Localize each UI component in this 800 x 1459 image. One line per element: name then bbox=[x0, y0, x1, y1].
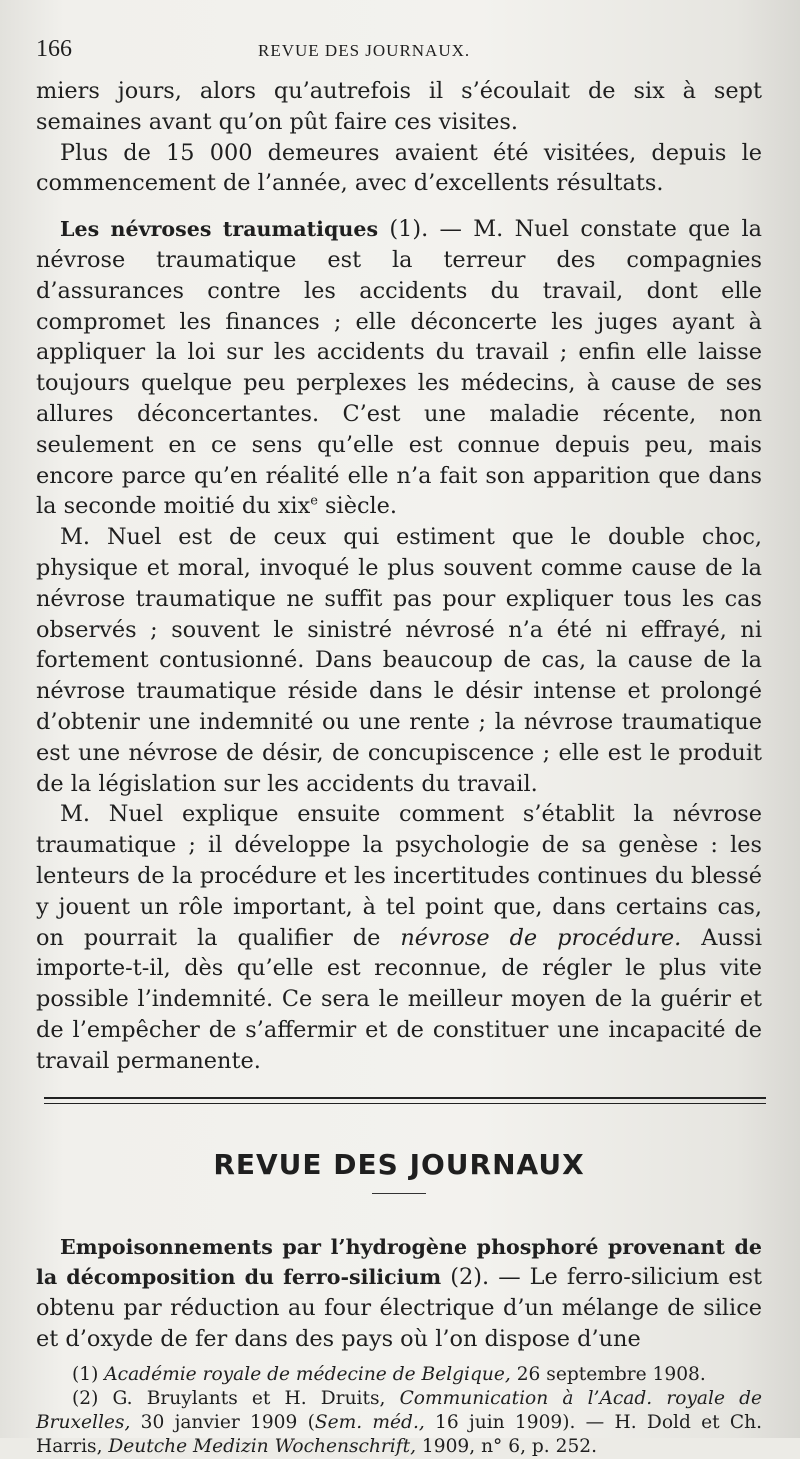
century-numeral: xix bbox=[277, 493, 311, 520]
footnote-2-end: 1909, n° 6, p. 252. bbox=[416, 1435, 598, 1457]
footnote-2 bbox=[36, 1387, 762, 1459]
article-neuroses-text-c2: Aussi importe-t-il, dès qu’elle est reconnue, de régler le plus vite possible l’indemnité. Ce sera le meilleur moyen de la guérir et de l’empêcher de s’affermir et de constituer une incapacité de travail permanente. bbox=[36, 924, 762, 1074]
article-neuroses-text-a-end: siècle. bbox=[317, 493, 398, 520]
footnotes bbox=[36, 1363, 762, 1459]
footnote-1 bbox=[36, 1363, 762, 1387]
footnote-1-date: 26 septembre 1908. bbox=[510, 1363, 706, 1385]
running-head bbox=[36, 36, 762, 76]
article-neuroses-paragraph-2: M. Nuel est de ceux qui estiment que le double choc, physique et moral, invoqué le plus souvent comme cause de la névrose traumatique ne suffit pas pour expliquer tous les cas observés ; souvent le sinistré névrosé n’a été ni effrayé, ni fortement contusionné. Dans beaucoup de cas, la cause de la névrose traumatique réside dans le désir intense et prolongé d’obtenir une indemnité ou une rente ; la névrose traumatique est une névrose de désir, de concupiscence ; elle est le produit de la législation sur les accidents du travail. bbox=[36, 524, 762, 797]
footnote-2-date: 30 janvier 1909 ( bbox=[130, 1411, 315, 1433]
article-neuroses-paragraph-3 bbox=[36, 799, 762, 1076]
article-neuroses-title: Les névroses traumatiques bbox=[60, 217, 379, 242]
running-title: REVUE DES JOURNAUX. bbox=[258, 41, 471, 60]
article-phosphine-text: Le ferro-silicium est obtenu par réduction au four électrique d’un mélange de silice et d’oxyde de fer dans des pays où l’on dispose d’une bbox=[36, 1264, 762, 1352]
footnote-2-journal: Sem. méd., bbox=[314, 1411, 425, 1433]
article-neuroses-text-c1: M. Nuel explique ensuite comment s’établit la névrose traumatique ; il développe la psychologie de sa genèse : les lenteurs de la procédure et les incertitudes continues du blessé y jouent un rôle important, à tel point que, dans certains cas, on pourrait la qualifier de bbox=[36, 801, 762, 951]
footnote-2-journal-2: Deutche Medizin Wochenschrift, bbox=[108, 1435, 417, 1457]
section-title: REVUE DES JOURNAUX bbox=[213, 1147, 585, 1181]
thick-rule bbox=[44, 1097, 766, 1099]
results-paragraph: Plus de 15 000 demeures avaient été visitées, depuis le commencement de l’année, avec d’excellents résultats. bbox=[36, 139, 762, 197]
page-number: 166 bbox=[36, 36, 72, 62]
section-ornament-rule bbox=[372, 1193, 426, 1194]
article-phosphine bbox=[36, 1232, 762, 1355]
article-neuroses-ref: (1). — bbox=[378, 216, 474, 243]
footnote-2-mid: 16 juin 1909). — H. Dold et Ch. Harris, bbox=[36, 1411, 762, 1457]
body-text bbox=[36, 76, 762, 1077]
footnote-1-source: Académie royale de médecine de Belgique, bbox=[104, 1363, 511, 1385]
footnote-1-number: (1) bbox=[72, 1363, 105, 1385]
thin-rule bbox=[44, 1103, 766, 1104]
article-phosphine-title: Empoisonnements par l’hydrogène phosphoré provenant de la décomposition du ferro-silicium bbox=[36, 1234, 762, 1290]
article-neuroses-text-a: M. Nuel constate que la névrose traumatique est la terreur des compagnies d’assurances contre les accidents du travail, dont elle compromet les finances ; elle déconcerte les juges ayant à appliquer la loi sur les accidents du travail ; enfin elle laisse toujours quelque peu perplexes les médecins, à cause de ses allures déconcertantes. C’est une maladie récente, non seulement en ce sens qu’elle est connue depuis peu, mais encore parce qu’en réalité elle n’a fait son apparition que dans la seconde moitié du bbox=[36, 216, 762, 520]
continued-paragraph: miers jours, alors qu’autrefois il s’écoulait de six à sept semaines avant qu’on pût faire ces visites. bbox=[36, 78, 762, 135]
footnote-2-source-b: Bruxelles, bbox=[36, 1411, 131, 1433]
footnote-2-authors: (2) G. Bruylants et H. Druits, bbox=[72, 1387, 400, 1409]
procedure-neurosis-term: névrose de procédure. bbox=[400, 924, 682, 951]
footnote-2-source-a: Communication à l’Acad. royale de bbox=[399, 1387, 762, 1409]
century-superscript: e bbox=[310, 493, 318, 509]
article-phosphine-ref: (2). — bbox=[441, 1264, 530, 1291]
article-phosphine-paragraph bbox=[36, 1232, 762, 1355]
article-neuroses-paragraph-1 bbox=[36, 214, 762, 522]
double-rule bbox=[44, 1097, 766, 1104]
